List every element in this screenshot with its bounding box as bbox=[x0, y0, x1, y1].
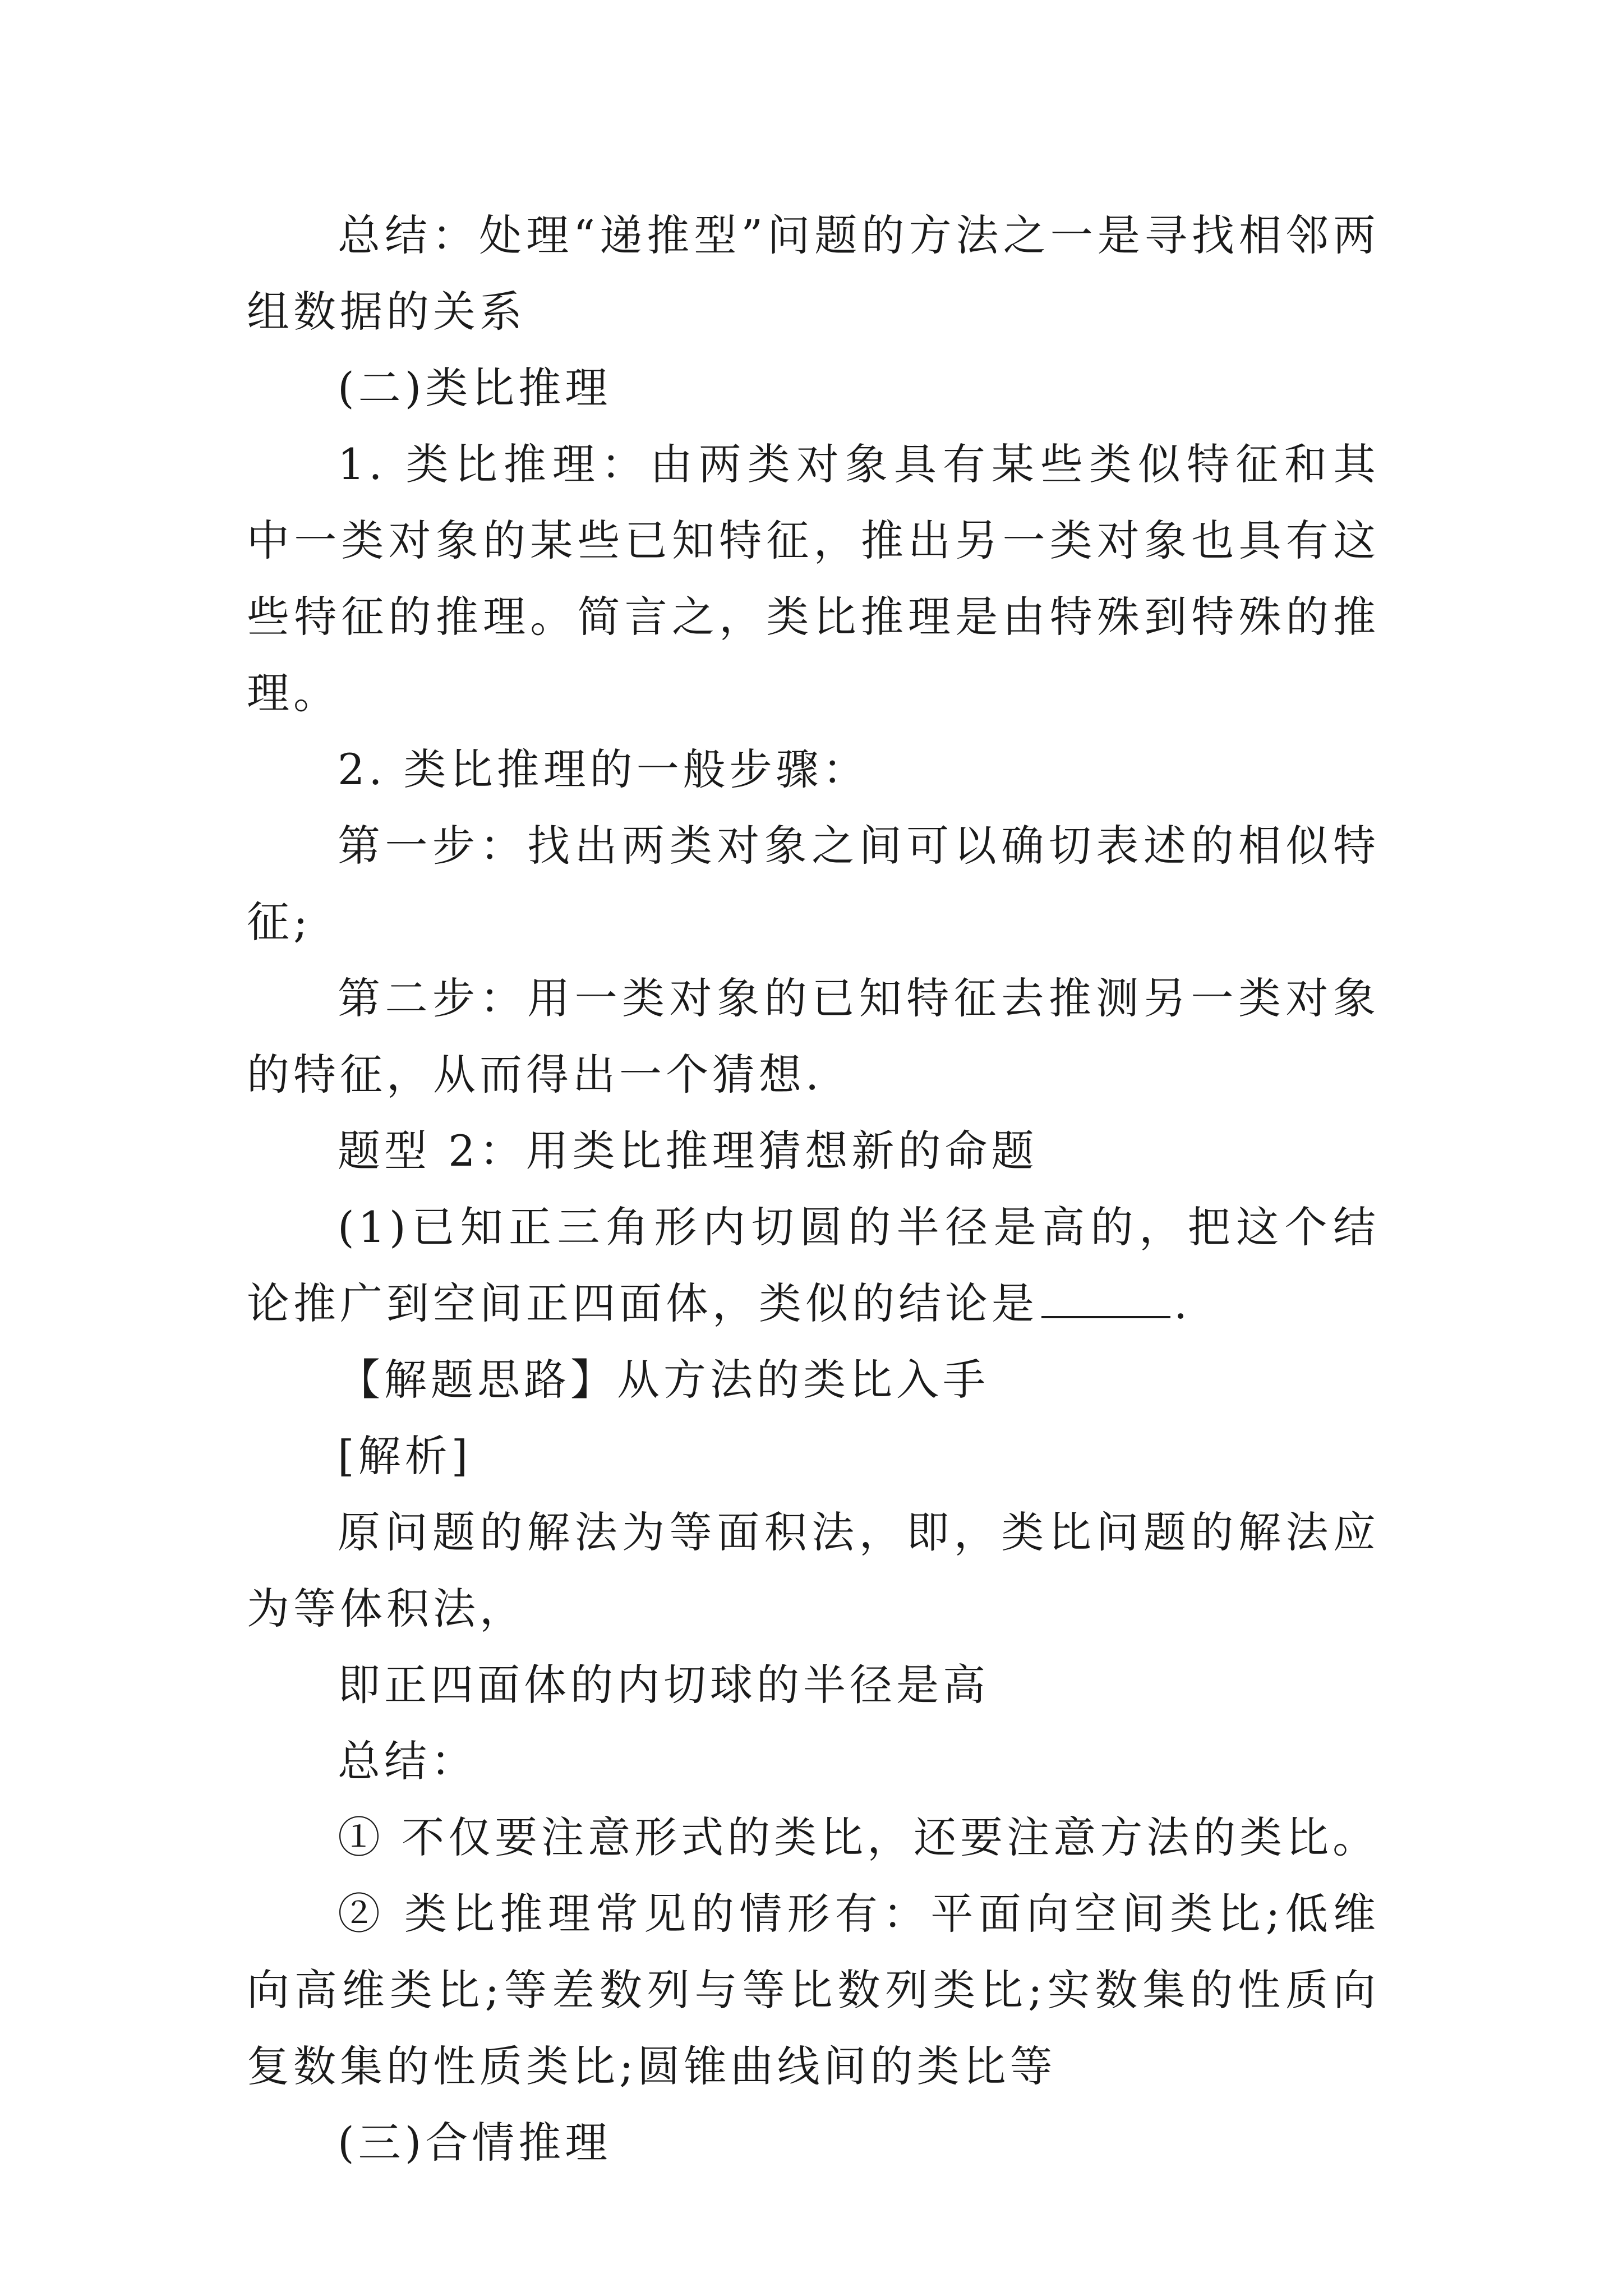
section-heading-analogy: (二)类比推理 bbox=[338, 363, 612, 413]
paragraph-summary-label: 总结： bbox=[338, 1736, 477, 1786]
paragraph-analogy-definition: 1. 类比推理：由两类对象具有某些类似特征和其中一类对象的某些已知特征，推出另一类对象也具有这些特征的推理。简言之，类比推理是由特殊到特殊的推理。 bbox=[247, 439, 1380, 718]
answer-blank bbox=[1041, 1277, 1170, 1318]
question-1-text: (1)已知正三角形内切圆的半径是高的，把这个结论推广到空间正四面体，类似的结论是 bbox=[247, 1202, 1380, 1328]
paragraph-solution-idea: 【解题思路】从方法的类比入手 bbox=[338, 1355, 989, 1405]
paragraph-analysis-method: 原问题的解法为等面积法，即，类比问题的解法应为等体积法， bbox=[247, 1507, 1380, 1634]
paragraph-analysis-label: [解析] bbox=[338, 1431, 472, 1481]
paragraph-analogy-steps: 2. 类比推理的一般步骤： bbox=[338, 744, 869, 794]
paragraph-summary-point-1: ① 不仅要注意形式的类比，还要注意方法的类比。 bbox=[338, 1812, 1380, 1862]
paragraph-step-one: 第一步：找出两类对象之间可以确切表述的相似特征; bbox=[247, 821, 1380, 947]
paragraph-question-1 bbox=[247, 1189, 1380, 1342]
paragraph-summary-recursion: 总结：处理“递推型”问题的方法之一是寻找相邻两组数据的关系 bbox=[247, 210, 1380, 337]
paragraph-analysis-conclusion: 即正四面体的内切球的半径是高 bbox=[338, 1660, 989, 1710]
paragraph-summary-point-2: ② 类比推理常见的情形有：平面向空间类比;低维向高维类比;等差数列与等比数列类比;实数集的性质向复数集的性质类比;圆锥曲线间的类比等 bbox=[247, 1889, 1380, 2091]
document-body bbox=[247, 197, 1380, 2181]
paragraph-question-type-2: 题型 2：用类比推理猜想新的命题 bbox=[338, 1126, 1038, 1176]
section-heading-plausible-reasoning: (三)合情推理 bbox=[338, 2118, 612, 2168]
paragraph-step-two: 第二步：用一类对象的已知特征去推测另一类对象的特征，从而得出一个猜想. bbox=[247, 973, 1380, 1099]
question-1-end: . bbox=[1174, 1278, 1192, 1328]
